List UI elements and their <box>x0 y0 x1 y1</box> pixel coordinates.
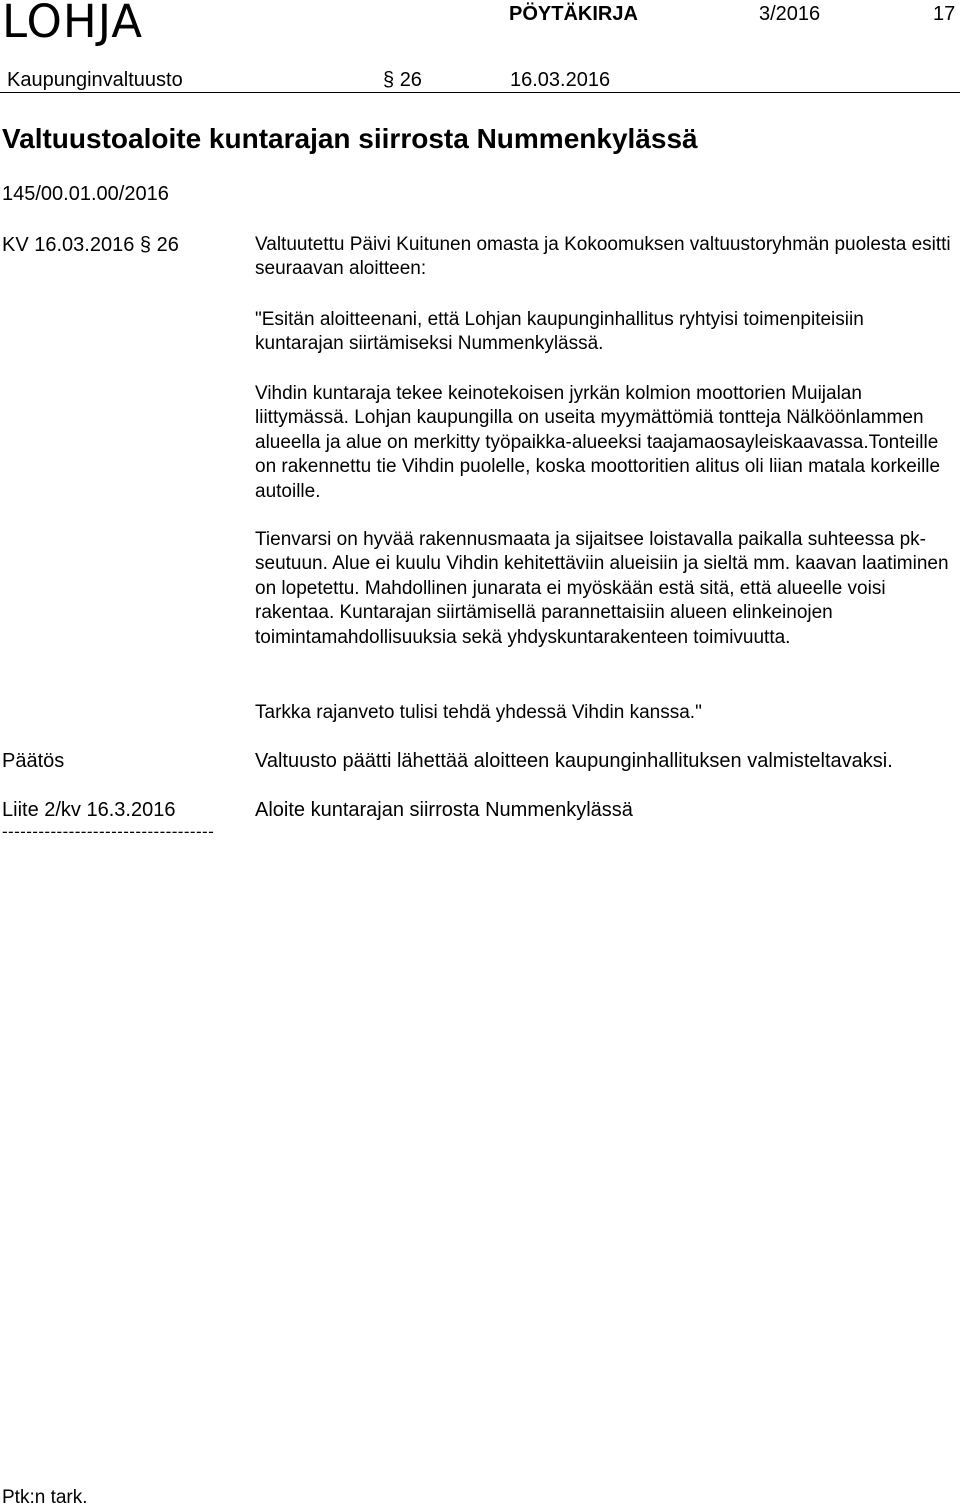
paragraph-closing <box>255 701 955 725</box>
paragraph-proposal <box>255 308 955 357</box>
diary-number: 145/00.01.00/2016 <box>2 183 169 205</box>
attachment-text: Aloite kuntarajan siirrosta Nummenkylässä <box>255 799 633 821</box>
item-reference: KV 16.03.2016 § 26 <box>2 234 179 256</box>
document-type: PÖYTÄKIRJA <box>509 3 638 25</box>
paragraph-text: Vihdin kuntaraja tekee keinotekoisen jyrkän kolmion moottorien Muijalan liittymässä. Lohjan kaupungilla on useita myymättömiä tontteja Nälköönlammen alueella ja alue on merkitty työpaikka-alueeksi taajamaosayleiskaavassa.Tonteille on rakennettu tie Vihdin puolelle, koska moottoritien alitus oli liian matala korkeille autoille. <box>255 383 941 502</box>
paragraph-boundary <box>255 382 955 504</box>
paragraph-intro <box>255 233 955 282</box>
separator-line: ----------------------------------- <box>2 822 215 841</box>
paragraph-text: "Esitän aloitteenani, että Lohjan kaupunginhallitus ryhtyisi toimenpiteisiin kuntarajan siirtämiseksi Nummenkylässä. <box>255 309 864 355</box>
decision-label: Päätös <box>2 750 65 772</box>
decision-text: Valtuusto päätti lähettää aloitteen kaupunginhallituksen valmisteltavaksi. <box>255 750 893 772</box>
meeting-section: § 26 <box>383 69 422 91</box>
document-number: 3/2016 <box>759 3 821 25</box>
footer-checker: Ptk:n tark. <box>2 1487 88 1508</box>
attachment-label: Liite 2/kv 16.3.2016 <box>2 799 176 821</box>
page-number: 17 <box>933 3 956 25</box>
meeting-section-number: 26 <box>399 69 422 91</box>
item-title: Valtuustoaloite kuntarajan siirrosta Nummenkylässä <box>2 123 698 154</box>
header-divider <box>0 92 960 93</box>
paragraph-text: Tarkka rajanveto tulisi tehdä yhdessä Vihdin kanssa." <box>255 702 702 723</box>
paragraph-roadside <box>255 528 955 650</box>
paragraph-text: Valtuutettu Päivi Kuitunen omasta ja Kokoomuksen valtuustoryhmän puolesta esitti seuraavan aloitteen: <box>255 234 951 280</box>
lohja-logo: LOHJA <box>2 0 143 48</box>
meeting-date: 16.03.2016 <box>510 69 611 91</box>
paragraph-text: Tienvarsi on hyvää rakennusmaata ja sijaitsee loistavalla paikalla suhteessa pk-seutuun. Alue ei kuulu Vihdin kehitettäviin alueisiin ja sieltä mm. kaavan laatiminen on lopetettu. Mahdollinen junarata ei myöskään estä sitä, että alueelle voisi rakentaa. Kuntarajan siirtämisellä parannettaisiin alueen elinkeinojen toimintamahdollisuuksia sekä yhdyskuntarakenteen toimivuutta. <box>255 529 949 648</box>
meeting-body: Kaupunginvaltuusto <box>7 69 183 91</box>
